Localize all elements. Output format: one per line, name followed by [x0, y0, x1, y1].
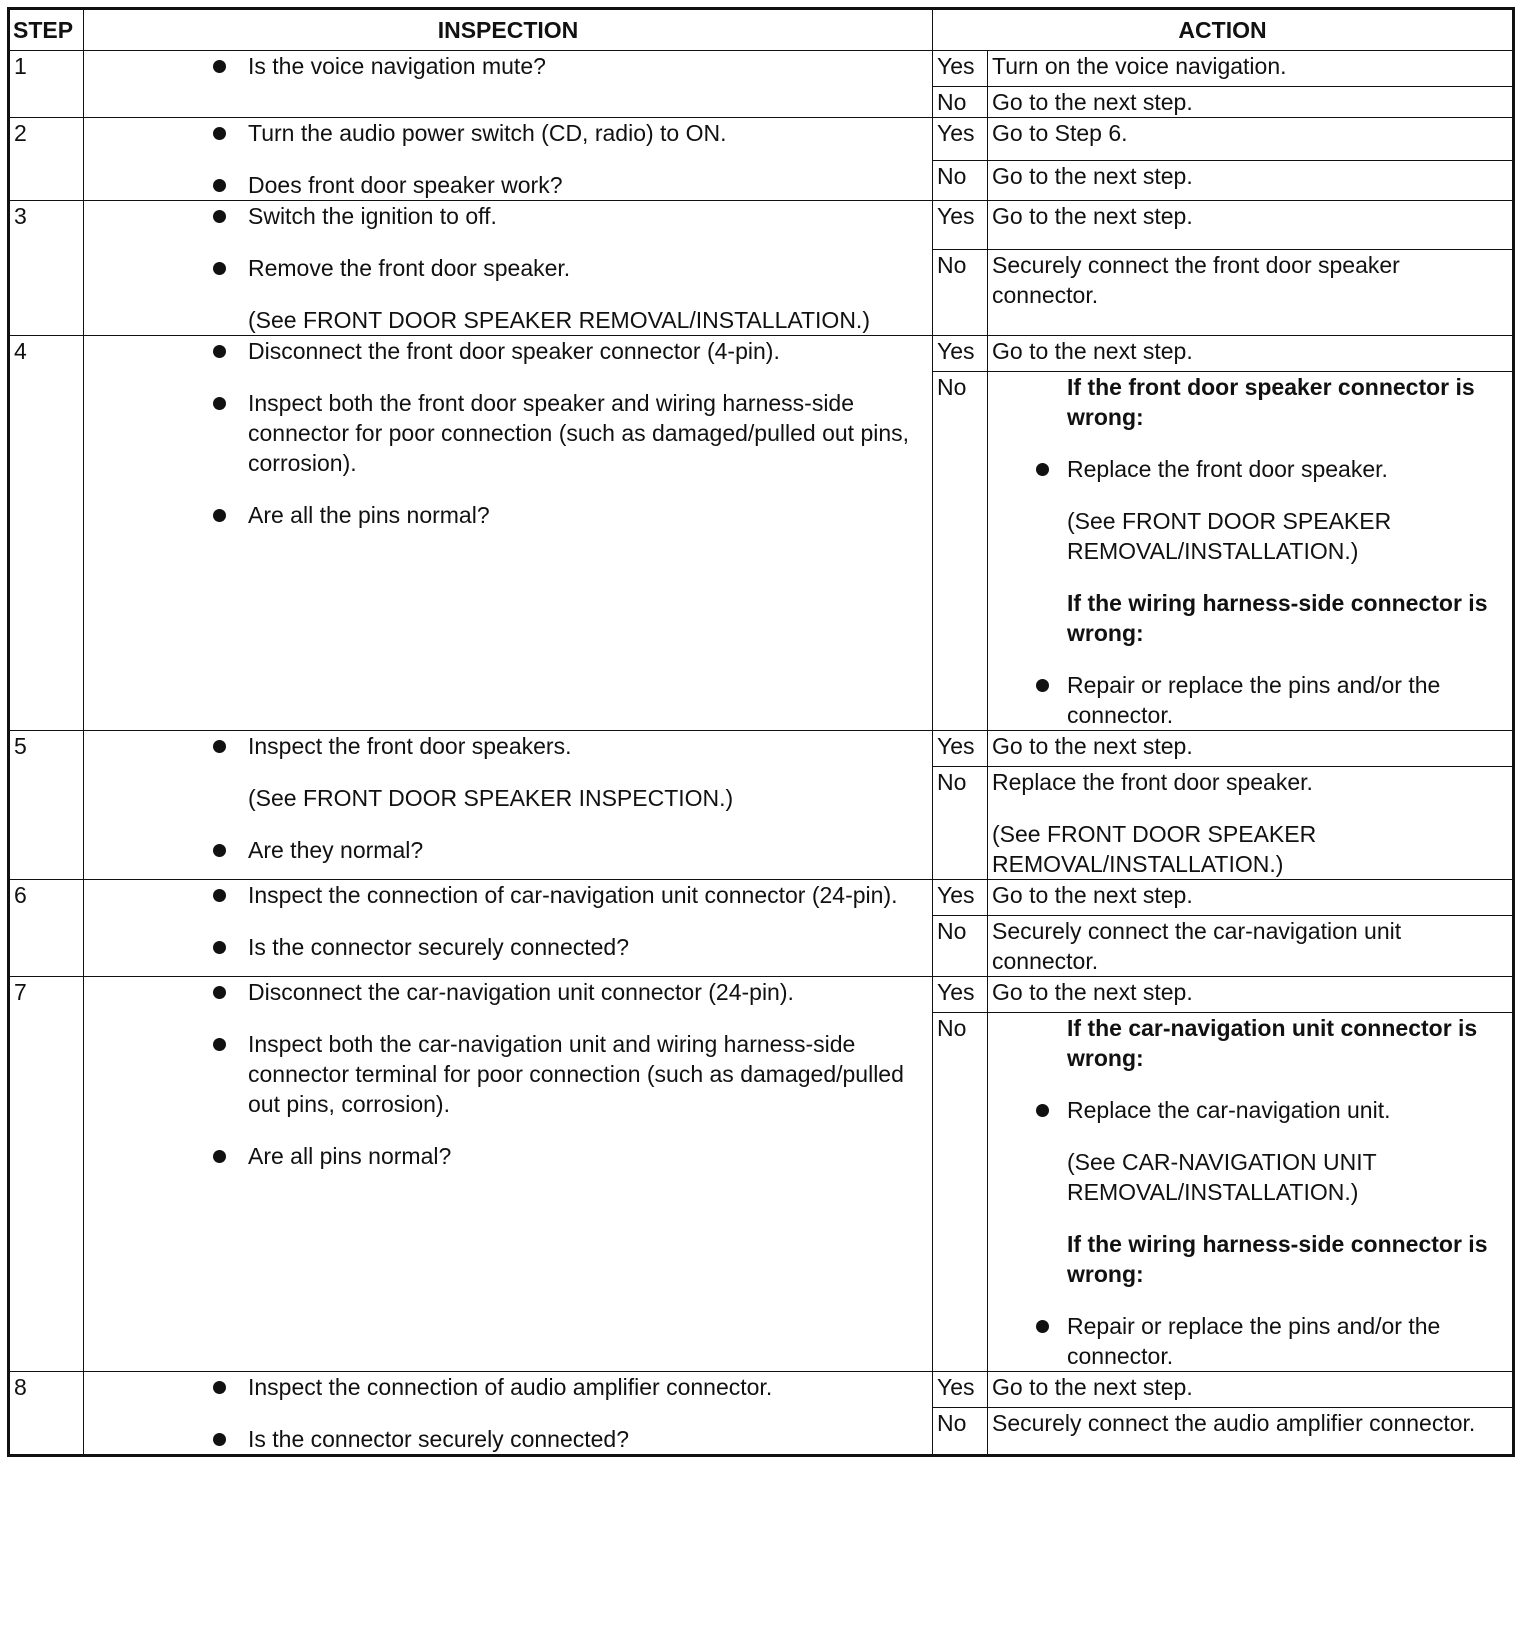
inspection-text: Are they normal?: [248, 837, 424, 863]
yes-action-cell: [988, 336, 1514, 372]
inspection-bullet: [88, 118, 928, 148]
step-row-yes: [9, 731, 1514, 767]
action-header: ACTION: [933, 9, 1514, 51]
bullet-icon: [213, 509, 226, 522]
bullet-icon: [213, 345, 226, 358]
inspection-cell: [84, 336, 933, 731]
step-row-yes: [9, 118, 1514, 161]
inspection-text: Turn the audio power switch (CD, radio) to ON.: [248, 120, 727, 146]
action-condition: If the car-navigation unit connector is wrong:: [1067, 1015, 1478, 1071]
step-number: 5: [9, 731, 84, 880]
inspection-text: Does front door speaker work?: [248, 172, 563, 198]
inspection-text: Remove the front door speaker.: [248, 255, 571, 281]
no-action-cell: [988, 767, 1514, 880]
inspection-bullet: [88, 977, 928, 1007]
action-text: Securely connect the car-navigation unit connector.: [992, 918, 1402, 974]
action-bullet: [992, 1095, 1508, 1125]
inspection-text: Inspect the connection of car-navigation unit connector (24-pin).: [248, 882, 898, 908]
bullet-icon: [1036, 463, 1049, 476]
bullet-icon: [213, 844, 226, 857]
action-text: Replace the car-navigation unit.: [1067, 1097, 1391, 1123]
inspection-text: Inspect the front door speakers.: [248, 733, 572, 759]
inspection-text: Inspect both the car-navigation unit and wiring harness-side connector terminal for poor connection (such as damaged/pulled out pins, corrosion).: [248, 1031, 904, 1117]
inspection-bullet: [88, 388, 928, 478]
bullet-icon: [1036, 1320, 1049, 1333]
bullet-icon: [213, 986, 226, 999]
step-number: 6: [9, 880, 84, 977]
table-body: [9, 51, 1514, 1456]
action-bullet: [992, 670, 1508, 730]
action-text: Go to the next step.: [992, 733, 1193, 759]
no-label: No: [933, 1013, 988, 1372]
action-text: (See FRONT DOOR SPEAKER REMOVAL/INSTALLATION.): [992, 821, 1317, 877]
header-row: [9, 9, 1514, 51]
action-text: Replace the front door speaker.: [1067, 456, 1388, 482]
inspection-bullet: [88, 336, 928, 366]
bullet-icon: [213, 179, 226, 192]
action-text: Go to the next step.: [992, 89, 1193, 115]
inspection-bullet: [88, 880, 928, 910]
action-bullet: [992, 1311, 1508, 1371]
step-number: 8: [9, 1372, 84, 1456]
action-text: Securely connect the front door speaker connector.: [992, 252, 1400, 308]
action-text: Go to the next step.: [992, 338, 1193, 364]
bullet-icon: [213, 1150, 226, 1163]
yes-action-cell: [988, 1372, 1514, 1408]
yes-label: Yes: [933, 731, 988, 767]
action-condition: If the wiring harness-side connector is wrong:: [1067, 590, 1488, 646]
inspection-cell: [84, 1372, 933, 1456]
step-number: 4: [9, 336, 84, 731]
yes-label: Yes: [933, 880, 988, 916]
no-label: No: [933, 916, 988, 977]
no-label: No: [933, 1408, 988, 1456]
bullet-icon: [213, 397, 226, 410]
step-row-yes: [9, 336, 1514, 372]
no-action-cell: [988, 372, 1514, 731]
step-row-yes: [9, 1372, 1514, 1408]
bullet-icon: [213, 740, 226, 753]
inspection-text: Are all pins normal?: [248, 1143, 452, 1169]
yes-action-cell: [988, 118, 1514, 161]
inspection-bullet: [88, 731, 928, 761]
inspection-text: Is the connector securely connected?: [248, 1426, 630, 1452]
bullet-icon: [213, 210, 226, 223]
bullet-icon: [213, 1038, 226, 1051]
inspection-cell: [84, 51, 933, 118]
action-condition: If the wiring harness-side connector is wrong:: [1067, 1231, 1488, 1287]
inspection-reference: (See FRONT DOOR SPEAKER INSPECTION.): [248, 785, 734, 811]
action-text: Replace the front door speaker.: [992, 769, 1313, 795]
action-text: Go to the next step.: [992, 882, 1193, 908]
step-row-yes: [9, 201, 1514, 250]
bullet-icon: [213, 60, 226, 73]
inspection-text: Is the connector securely connected?: [248, 934, 630, 960]
inspection-text: Inspect both the front door speaker and wiring harness-side connector for poor connection (such as damaged/pulled out pins, corrosion).: [248, 390, 910, 476]
step-number: 1: [9, 51, 84, 118]
troubleshooting-table: [7, 7, 1515, 1457]
step-row-yes: [9, 51, 1514, 87]
action-text: Repair or replace the pins and/or the connector.: [1067, 672, 1441, 728]
inspection-cell: [84, 880, 933, 977]
step-number: 3: [9, 201, 84, 336]
inspection-bullet: [88, 170, 928, 200]
no-label: No: [933, 87, 988, 118]
inspection-text: Is the voice navigation mute?: [248, 53, 546, 79]
action-text: Go to the next step.: [992, 979, 1193, 1005]
step-row-yes: [9, 977, 1514, 1013]
no-action-cell: [988, 1408, 1514, 1456]
inspection-bullet: [88, 1029, 928, 1119]
yes-label: Yes: [933, 977, 988, 1013]
no-label: No: [933, 767, 988, 880]
yes-label: Yes: [933, 118, 988, 161]
no-action-cell: [988, 161, 1514, 201]
yes-label: Yes: [933, 336, 988, 372]
action-text: Turn on the voice navigation.: [992, 53, 1287, 79]
action-text: Go to the next step.: [992, 203, 1193, 229]
inspection-cell: [84, 201, 933, 336]
action-condition: If the front door speaker connector is wrong:: [1067, 374, 1475, 430]
inspection-cell: [84, 118, 933, 201]
inspection-bullet: [88, 835, 928, 865]
inspection-bullet: [88, 932, 928, 962]
yes-action-cell: [988, 731, 1514, 767]
step-number: 2: [9, 118, 84, 201]
bullet-icon: [213, 262, 226, 275]
inspection-cell: [84, 977, 933, 1372]
no-action-cell: [988, 1013, 1514, 1372]
inspection-bullet: [88, 1424, 928, 1454]
bullet-icon: [1036, 1104, 1049, 1117]
action-text: Go to Step 6.: [992, 120, 1128, 146]
inspection-bullet: [88, 253, 928, 283]
inspection-text: Inspect the connection of audio amplifier connector.: [248, 1374, 773, 1400]
inspection-bullet: [88, 1141, 928, 1171]
no-label: No: [933, 372, 988, 731]
yes-action-cell: [988, 51, 1514, 87]
bullet-icon: [213, 127, 226, 140]
step-row-yes: [9, 880, 1514, 916]
no-label: No: [933, 250, 988, 336]
yes-label: Yes: [933, 51, 988, 87]
action-text: Securely connect the audio amplifier connector.: [992, 1410, 1476, 1436]
inspection-text: Switch the ignition to off.: [248, 203, 497, 229]
inspection-bullet: [88, 1372, 928, 1402]
bullet-icon: [213, 1433, 226, 1446]
action-reference: (See FRONT DOOR SPEAKER REMOVAL/INSTALLATION.): [1067, 508, 1392, 564]
bullet-icon: [213, 1381, 226, 1394]
bullet-icon: [213, 889, 226, 902]
step-number: 7: [9, 977, 84, 1372]
inspection-reference: (See FRONT DOOR SPEAKER REMOVAL/INSTALLATION.): [248, 307, 870, 333]
action-reference: (See CAR-NAVIGATION UNIT REMOVAL/INSTALLATION.): [1067, 1149, 1377, 1205]
yes-label: Yes: [933, 201, 988, 250]
yes-label: Yes: [933, 1372, 988, 1408]
inspection-header: INSPECTION: [84, 9, 933, 51]
yes-action-cell: [988, 880, 1514, 916]
inspection-text: Are all the pins normal?: [248, 502, 490, 528]
action-text: Repair or replace the pins and/or the connector.: [1067, 1313, 1441, 1369]
inspection-bullet: [88, 201, 928, 231]
yes-action-cell: [988, 201, 1514, 250]
action-text: Go to the next step.: [992, 163, 1193, 189]
step-header: STEP: [9, 9, 84, 51]
bullet-icon: [1036, 679, 1049, 692]
no-action-cell: [988, 250, 1514, 336]
no-action-cell: [988, 87, 1514, 118]
inspection-text: Disconnect the car-navigation unit connector (24-pin).: [248, 979, 794, 1005]
no-label: No: [933, 161, 988, 201]
inspection-text: Disconnect the front door speaker connector (4-pin).: [248, 338, 780, 364]
action-bullet: [992, 454, 1508, 484]
inspection-cell: [84, 731, 933, 880]
action-text: Go to the next step.: [992, 1374, 1193, 1400]
no-action-cell: [988, 916, 1514, 977]
inspection-bullet: [88, 500, 928, 530]
inspection-bullet: [88, 51, 928, 81]
yes-action-cell: [988, 977, 1514, 1013]
bullet-icon: [213, 941, 226, 954]
